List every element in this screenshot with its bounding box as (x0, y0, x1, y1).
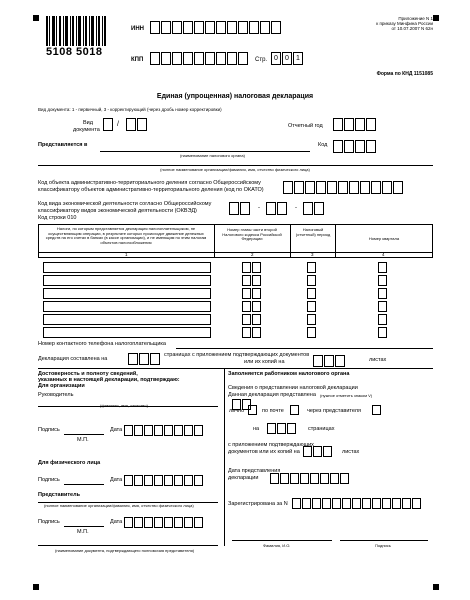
registered-cells[interactable] (292, 498, 422, 509)
document-title: Единая (упрощенная) налоговая декларация (156, 93, 314, 100)
table-row[interactable] (43, 314, 211, 325)
page-digit: 0 (282, 52, 292, 65)
table-divider (38, 252, 433, 253)
left-block-title: Достоверность и полноту сведений, (38, 371, 138, 377)
barcode-number: 5108 5018 (46, 46, 103, 58)
with-docs-text: документов или их копий на (228, 449, 300, 455)
on-label: на (253, 426, 260, 432)
inn-cells[interactable] (150, 21, 282, 34)
registration-mark (433, 584, 439, 590)
representative-doc-line[interactable] (38, 545, 218, 546)
table-row[interactable] (43, 288, 211, 299)
doc-type-note: Вид документа: 1 - первичный, 3 - корректирующий (через дробь номер корректировки) (38, 107, 222, 112)
table-row[interactable] (43, 301, 211, 312)
registered-label: Зарегистрирована за N (228, 501, 288, 507)
table-divider (290, 224, 291, 258)
table-divider (335, 224, 336, 258)
pages-text: страницах с приложением подтверждающих документов (164, 352, 310, 358)
with-docs-text: с приложением подтверждающих (228, 442, 314, 448)
phone-line[interactable] (176, 348, 433, 349)
registration-mark (433, 15, 439, 21)
signature-line[interactable] (64, 484, 104, 485)
phone-label: Номер контактного телефона налогоплательщика (38, 341, 166, 347)
okved-cells[interactable] (229, 202, 251, 215)
tax-authority-caption: (наименование налогового органа) (180, 153, 245, 158)
barcode (45, 16, 107, 46)
by-mail-option: по почте (262, 408, 284, 414)
via-rep-checkbox[interactable] (372, 405, 381, 415)
doc-type-cell[interactable] (103, 118, 113, 131)
table-col-number: 2 (251, 252, 254, 257)
section-divider (224, 368, 225, 546)
info-line: Сведения о представлении налоговой декларации (228, 385, 358, 391)
taxpayer-name-line[interactable] (38, 165, 433, 166)
head-label: Руководитель (38, 392, 74, 398)
pages-label: Декларация составлена на (38, 356, 108, 362)
date-cells[interactable] (124, 425, 204, 436)
appendix-line: от 10.07.2007 N 62н (391, 26, 433, 31)
by-mail-checkbox[interactable] (290, 405, 299, 415)
date-cells[interactable] (124, 517, 204, 528)
doc-type-label: документа (73, 127, 100, 133)
date-presented-cells[interactable] (270, 473, 350, 484)
date-label: Дата (110, 519, 123, 525)
date-cells[interactable] (124, 475, 204, 486)
date-label: Дата (110, 477, 123, 483)
presented-line: Данная декларация представлена (228, 392, 316, 398)
employee-fio-caption: Фамилия, И.О. (263, 543, 291, 548)
reporting-year-cells[interactable] (333, 118, 377, 131)
representative-caption: (полное наименование организации/фамилия, имя, отчество физического лица) (44, 503, 194, 508)
okved-text: Код вида экономической деятельности согласно Общероссийскому (38, 201, 212, 207)
okved-cells[interactable] (266, 202, 288, 215)
okato-text: Код объекта административно-территориального деления согласно Общероссийскому (38, 180, 261, 186)
left-block-title: указанных в настоящей декларации, подтверждаю: (38, 377, 180, 383)
okato-cells[interactable] (283, 181, 404, 194)
table-col2-header: Номер главы части второй Налогового кодекса Российской Федерации (222, 227, 282, 242)
with-docs-cells[interactable] (303, 446, 333, 457)
date-label: Дата (110, 427, 123, 433)
table-row[interactable] (43, 275, 211, 286)
table-divider (214, 224, 215, 258)
okved-text: классификатору видов экономической деятельности (ОКВЭД) (38, 208, 197, 214)
signature-label: Подпись (38, 519, 60, 525)
correction-cell[interactable] (126, 118, 136, 131)
page-label: Стр. (255, 57, 268, 63)
code-label: Код (318, 142, 328, 148)
kpp-label: КПП (131, 57, 144, 63)
page-digit: 0 (271, 52, 281, 65)
knd-code: Форма по КНД 1151085 (376, 71, 433, 77)
taxpayer-caption: (полное наименование организации/фамилия, имя, отчество физического лица) (160, 167, 310, 172)
signature-label: Подпись (38, 477, 60, 483)
appendix-line: к приказу Минфина России (376, 21, 433, 26)
signature-line[interactable] (64, 434, 104, 435)
tax-authority-code-cells[interactable] (333, 140, 377, 153)
correction-cell[interactable] (137, 118, 147, 131)
table-col-number: 3 (311, 252, 314, 257)
pages-copies-text: или их копий на (244, 359, 285, 365)
employee-sign-caption: Подпись (375, 543, 391, 548)
barcode-icon (45, 16, 107, 46)
table-row[interactable] (43, 262, 211, 273)
dash: - (258, 205, 260, 211)
representative-doc-caption: (наименование документа, подтверждающего полномочия представителя) (55, 548, 195, 553)
okved-cells[interactable] (303, 202, 325, 215)
table-row[interactable] (43, 327, 211, 338)
section-divider (38, 368, 433, 369)
presented-hint: (нужное отметить знаком V) (320, 393, 373, 398)
representative-label: Представитель (38, 492, 80, 498)
pages-label: страницах (308, 426, 335, 432)
stamp-label: М.П. (77, 529, 89, 535)
table-col-number: 1 (125, 252, 128, 257)
page-digit: 1 (293, 52, 303, 65)
signature-line[interactable] (64, 526, 104, 527)
signature-label: Подпись (38, 427, 60, 433)
in-person-checkbox[interactable] (248, 405, 257, 415)
sheets-label: листах (369, 357, 387, 363)
pages-cells[interactable] (128, 353, 161, 365)
table-col1-header: Налоги, по которым представляется декларация налогоплательщиком, не осуществляющим операции, в результате которых происходит движение денежных средств на его счетах в банках (в кассе организации), и не имеющим по этим налогам объектов налогообложения (45, 226, 207, 245)
employee-signature-line[interactable] (340, 540, 428, 541)
for-organization: Для организации (38, 383, 85, 389)
date-presented-text: Дата представления (228, 468, 281, 474)
okato-text: классификатору объектов административно-территориального деления (код по ОКАТО) (38, 187, 264, 193)
sheets-label: листах (342, 449, 360, 455)
tax-authority-line[interactable] (100, 151, 310, 152)
registration-mark (33, 15, 39, 21)
table-col3-header: Налоговый (отчетный) период (295, 227, 331, 237)
table-col4-header: Номер квартала (368, 236, 400, 241)
inn-label: ИНН (131, 26, 144, 32)
registration-mark (33, 584, 39, 590)
table-col-number: 4 (382, 252, 385, 257)
sheets-cells[interactable] (313, 355, 346, 367)
kpp-cells[interactable] (150, 52, 249, 65)
via-rep-option: через представителя (307, 408, 361, 414)
slash: / (117, 121, 119, 128)
page-cells (271, 52, 304, 65)
appendix-line: Приложение N 1 (398, 16, 433, 21)
submitted-to-label: Представляется в (38, 142, 88, 148)
employee-name-line[interactable] (232, 540, 332, 541)
fio-caption: (фамилия, имя, отчество) (100, 403, 148, 408)
stamp-label: М.П. (77, 437, 89, 443)
for-individual: Для физического лица (38, 460, 101, 466)
on-pages-cells[interactable] (267, 423, 297, 434)
reporting-year-label: Отчетный год (288, 123, 323, 129)
dash: - (295, 205, 297, 211)
doc-type-label: Вид (83, 120, 93, 126)
right-block-title: Заполняется работником налогового органа (228, 371, 350, 377)
in-person-option: лично (229, 408, 245, 414)
date-presented-text: декларации (228, 475, 259, 481)
line-code: Код строки 010 (38, 215, 77, 221)
